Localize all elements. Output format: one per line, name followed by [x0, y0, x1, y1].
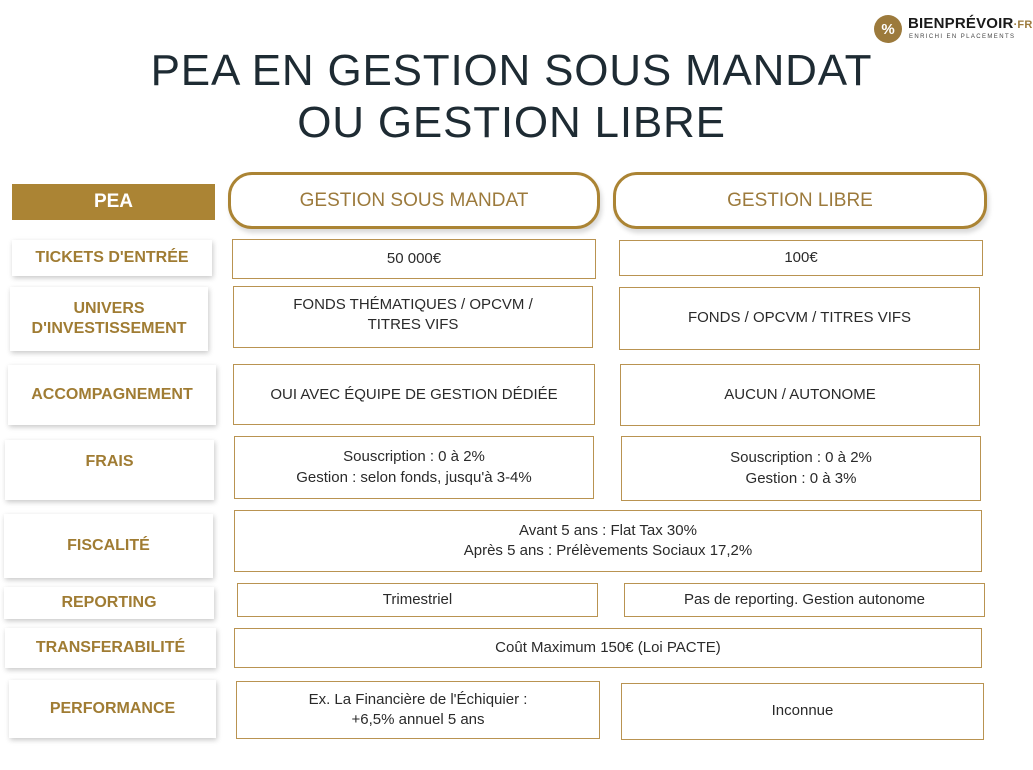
row-header-pea: PEA — [12, 184, 215, 220]
brand-tld: ·FR — [1013, 19, 1033, 31]
column-header-gestion-libre: GESTION LIBRE — [613, 172, 987, 229]
cell-frais-mandat-line2: Gestion : selon fonds, jusqu'à 3-4% — [296, 468, 532, 486]
cell-fiscalite — [234, 510, 982, 572]
label-univers-line1: UNIVERS — [73, 300, 145, 317]
brand-logo — [872, 12, 1033, 46]
cell-accompagnement-mandat: OUI AVEC ÉQUIPE DE GESTION DÉDIÉE — [233, 364, 595, 425]
cell-univers-libre: FONDS / OPCVM / TITRES VIFS — [619, 287, 980, 350]
brand-tagline: ENRICHI EN PLACEMENTS — [909, 34, 1016, 40]
label-frais: FRAIS — [5, 440, 214, 500]
label-accompagnement: ACCOMPAGNEMENT — [8, 365, 216, 425]
cell-fiscalite-line1: Avant 5 ans : Flat Tax 30% — [519, 521, 697, 539]
cell-performance-libre: Inconnue — [621, 683, 984, 740]
page-title-line1: PEA EN GESTION SOUS MANDAT — [150, 46, 873, 95]
column-header-gestion-sous-mandat: GESTION SOUS MANDAT — [228, 172, 600, 229]
cell-performance-mandat-line2: +6,5% annuel 5 ans — [351, 711, 485, 728]
cell-univers-mandat-line2: TITRES VIFS — [367, 316, 459, 334]
brand-name: BIENPRÉVOIR·FR — [908, 15, 1033, 32]
cell-transferabilite: Coût Maximum 150€ (Loi PACTE) — [234, 628, 982, 668]
label-performance: PERFORMANCE — [9, 680, 216, 738]
cell-tickets-libre: 100€ — [619, 240, 983, 276]
cell-accompagnement-libre: AUCUN / AUTONOME — [620, 364, 980, 426]
label-transferabilite: TRANSFERABILITÉ — [5, 628, 216, 668]
page-title-line2: OU GESTION LIBRE — [297, 98, 726, 147]
cell-performance-mandat — [236, 681, 600, 739]
cell-tickets-mandat: 50 000€ — [232, 239, 596, 279]
cell-frais-libre — [621, 436, 981, 501]
cell-frais-mandat-line1: Souscription : 0 à 2% — [343, 448, 485, 466]
cell-frais-mandat — [234, 436, 594, 499]
cell-reporting-mandat: Trimestriel — [237, 583, 598, 617]
label-univers-line2: D'INVESTISSEMENT — [31, 320, 187, 337]
cell-fiscalite-line2: Après 5 ans : Prélèvements Sociaux 17,2% — [463, 542, 753, 559]
cell-univers-mandat — [233, 286, 593, 348]
cell-univers-mandat-line1: FONDS THÉMATIQUES / OPCVM / — [293, 296, 533, 313]
cell-reporting-libre: Pas de reporting. Gestion autonome — [624, 583, 985, 617]
cell-frais-libre-line2: Gestion : 0 à 3% — [745, 469, 857, 487]
label-tickets-entree: TICKETS D'ENTRÉE — [12, 240, 212, 276]
label-fiscalite: FISCALITÉ — [4, 514, 213, 578]
label-reporting: REPORTING — [4, 587, 214, 619]
percent-icon: % — [874, 15, 902, 43]
cell-performance-mandat-line1: Ex. La Financière de l'Échiquier : — [308, 690, 528, 708]
cell-frais-libre-line1: Souscription : 0 à 2% — [730, 449, 872, 467]
label-univers-investissement — [10, 287, 208, 351]
